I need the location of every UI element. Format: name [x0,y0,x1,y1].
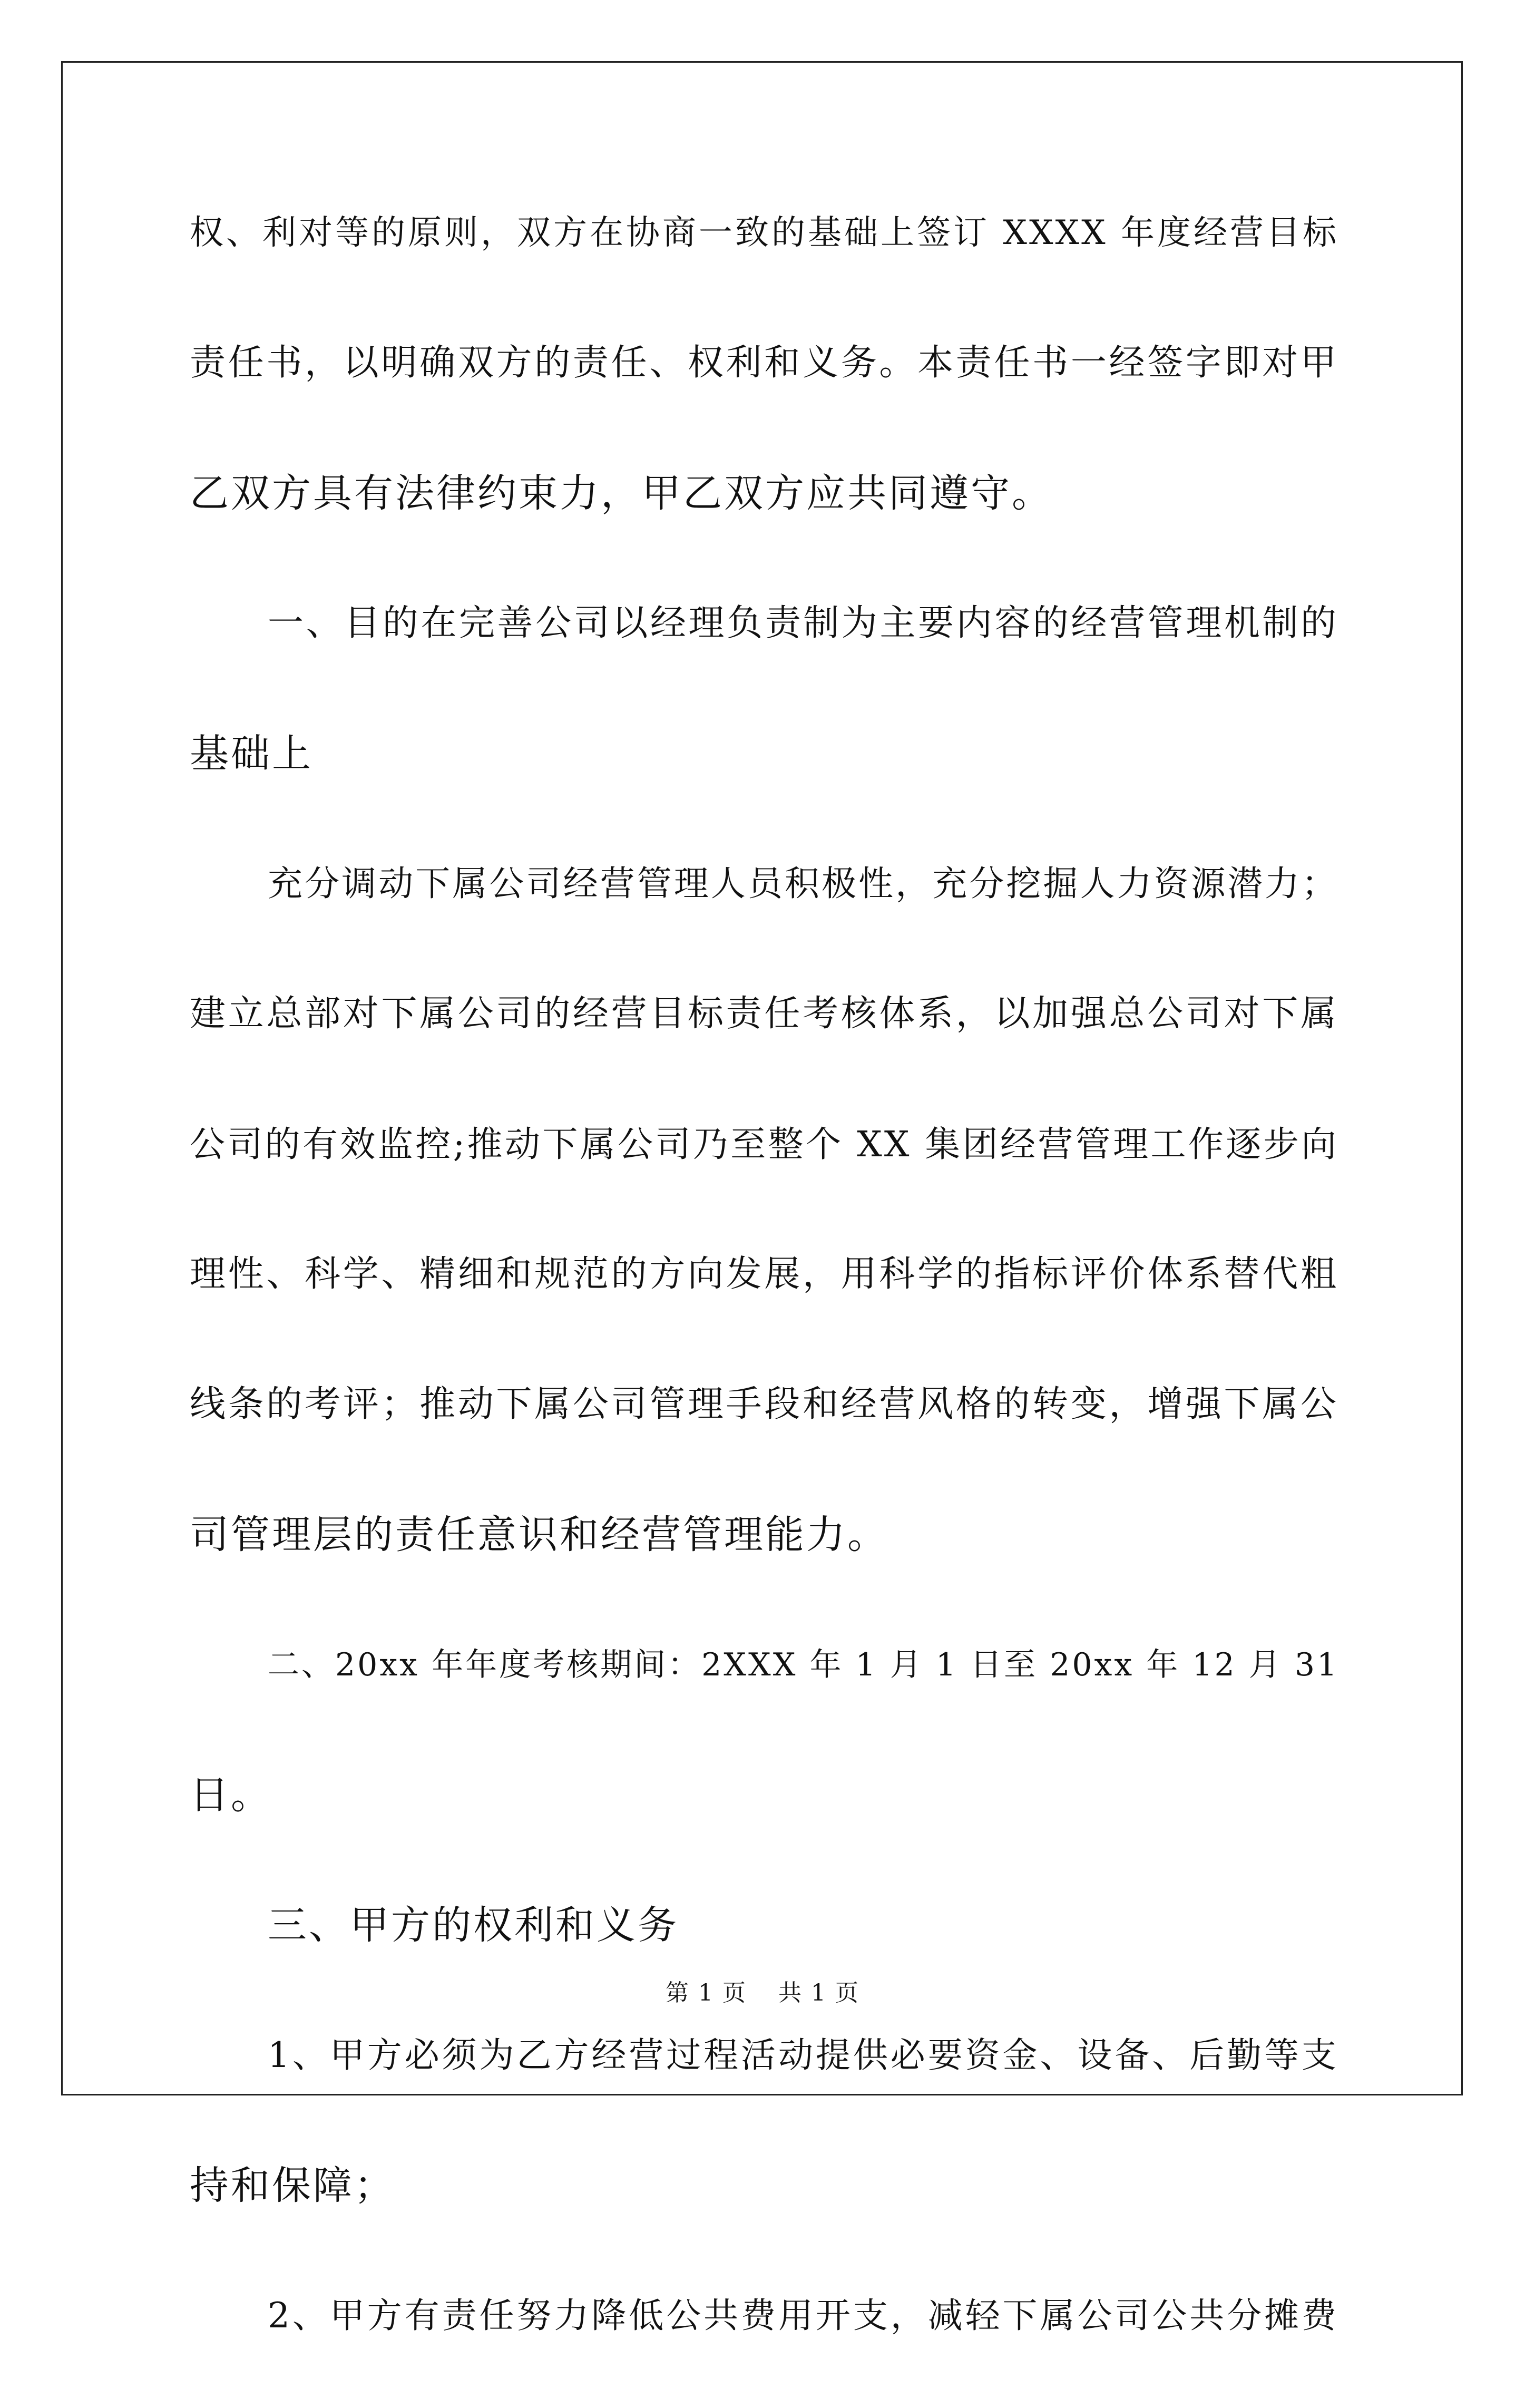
paragraph-line: 责任书，以明确双方的责任、权利和义务。本责任书一经签字即对甲 [190,342,1338,384]
list-item-2: 2、甲方有责任努力降低公共费用开支，减轻下属公司公共分摊费 [268,2295,1338,2336]
page-number: 第 1 页 [666,1980,747,2006]
page-footer [0,1974,1525,2007]
paragraph-line: 权、利对等的原则，双方在协商一致的基础上签订 XXXX 年度经营目标 [190,213,1338,252]
paragraph-line: 乙双方具有法律约束力，甲乙双方应共同遵守。 [190,471,1053,516]
section-heading-1: 一、目的在完善公司以经理负责制为主要内容的经营管理机制的 [268,602,1338,644]
paragraph-line: 基础上 [190,731,313,776]
paragraph-line: 充分调动下属公司经营管理人员积极性，充分挖掘人力资源潜力； [268,863,1338,904]
section-heading-3: 三、甲方的权利和义务 [268,1903,679,1948]
paragraph-line: 理性、科学、精细和规范的方向发展，用科学的指标评价体系替代粗 [190,1253,1338,1295]
paragraph-line: 建立总部对下属公司的经营目标责任考核体系，以加强总公司对下属 [190,993,1338,1035]
document-body [190,195,1338,2408]
paragraph-line: 持和保障； [190,2163,395,2208]
paragraph-line: 日。 [190,1772,272,1818]
list-item-1: 1、甲方必须为乙方经营过程活动提供必要资金、设备、后勤等支 [268,2035,1338,2075]
page-total: 共 1 页 [778,1980,859,2006]
paragraph-line: 司管理层的责任意识和经营管理能力。 [190,1512,888,1557]
paragraph-line: 公司的有效监控;推动下属公司乃至整个 XX 集团经营管理工作逐步向 [190,1124,1338,1165]
paragraph-line: 线条的考评；推动下属公司管理手段和经营风格的转变，增强下属公 [190,1383,1338,1425]
section-heading-2: 二、20xx 年年度考核期间：2XXX 年 1 月 1 日至 20xx 年 12 月 31 [268,1646,1340,1683]
